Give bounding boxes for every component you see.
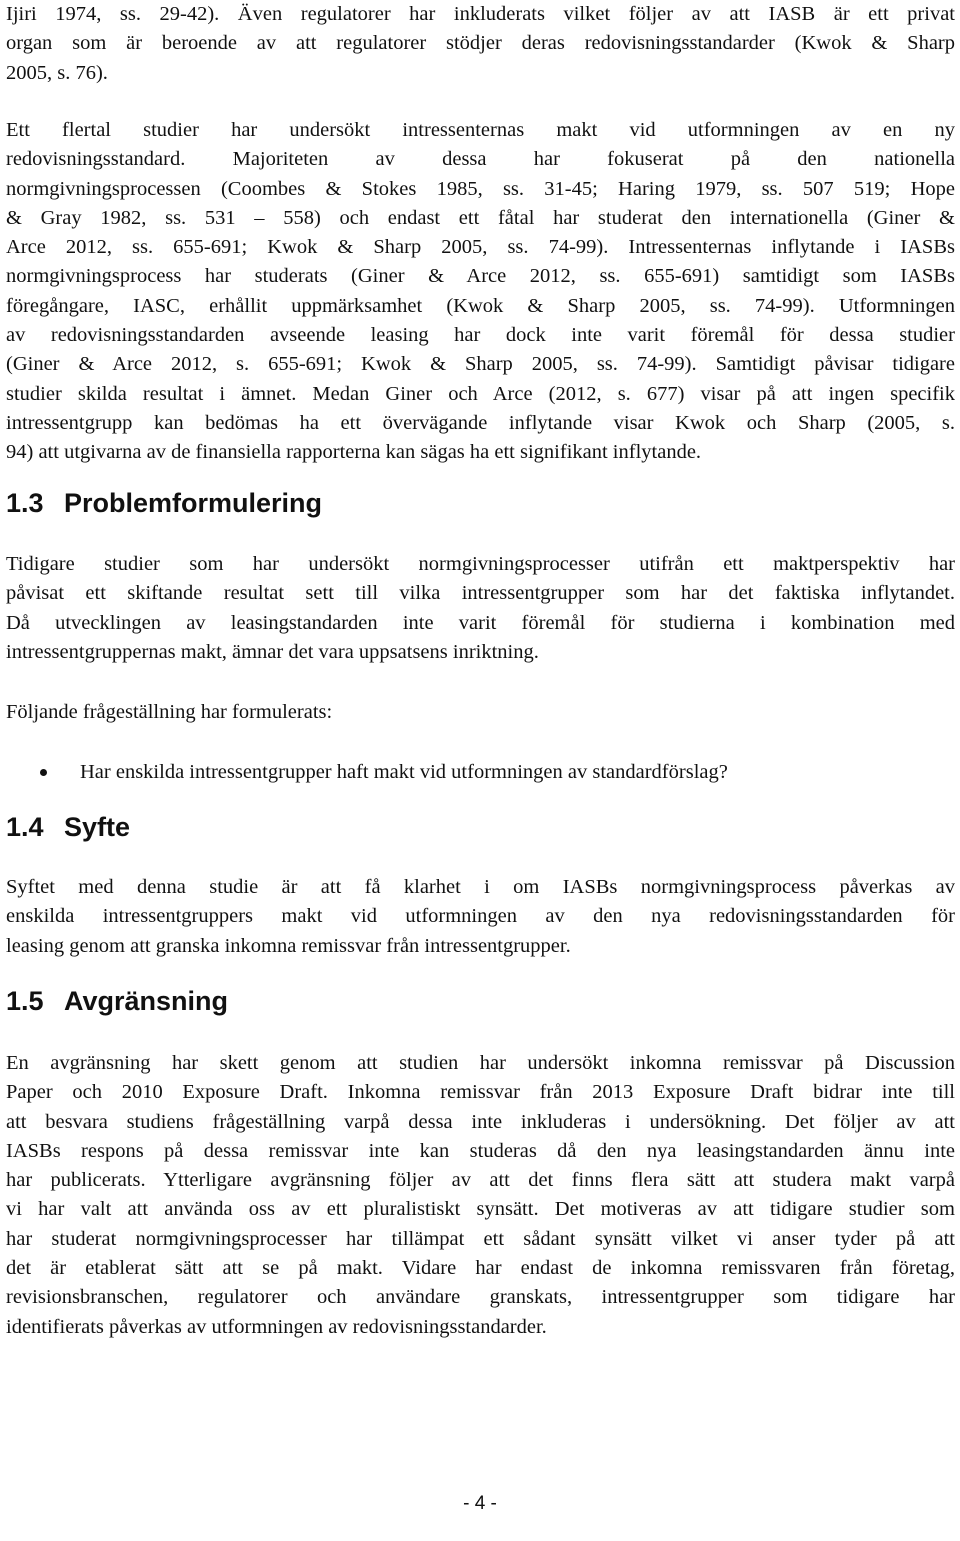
text-line: Ijiri 1974, ss. 29-42). Även regulatorer har inkluderats vilket följer av att IASB är ett privat [6,3,955,25]
text-line: av redovisningsstandarden avseende leasing har dock inte varit föremål för dessa studier [6,324,955,347]
text-line: Paper och 2010 Exposure Draft. Inkomna remissvar från 2013 Exposure Draft bidrar inte till [6,1081,955,1104]
text-line: påvisat ett skiftande resultat sett till vilka intressentgrupper som har det faktiska inflytandet. [6,582,955,605]
section-heading-1-4 [6,812,130,843]
text-line: En avgränsning har skett genom att studien har undersökt inkomna remissvar på Discussion [6,1052,955,1074]
section-heading-1-5 [6,986,228,1017]
research-question: Har enskilda intressentgrupper haft makt vid utformningen av standardförslag? [80,761,728,783]
bullet-icon [40,769,47,776]
text-line: leasing genom att granska inkomna remissvar från intressentgrupper. [6,934,571,957]
delimitation-paragraph [6,1049,955,1342]
text-line: 2005, s. 76). [6,61,108,84]
text-line: har studerat normgivningsprocesser har tillämpat ett sådant synsätt vilket vi anser tyder på att [6,1227,955,1250]
text-line: Tidigare studier som har undersökt normgivningsprocesser utifrån ett maktperspektiv har [6,553,955,575]
section-number: 1.5 [6,986,44,1016]
text-line: Arce 2012, ss. 655-691; Kwok & Sharp 2005, ss. 74-99). Intressenternas inflytande i IASBs [6,236,955,259]
text-line: Ett flertal studier har undersökt intressenternas makt vid utformningen av en ny [6,119,955,141]
text-line: har publicerats. Ytterligare avgränsning följer av att det finns flera sätt att studera makt varpå [6,1169,955,1192]
problem-paragraph [6,550,955,667]
section-number: 1.3 [6,488,44,518]
text-line: föregångare, IASC, erhållit uppmärksamhet (Kwok & Sharp 2005, ss. 74-99). Utformningen [6,294,955,317]
text-line: Syftet med denna studie är att få klarhet i om IASBs normgivningsprocess påverkas av [6,876,955,898]
text-line: 94) att utgivarna av de finansiella rapporterna kan sägas ha ett signifikant inflytande. [6,441,702,464]
section-title: Syfte [64,812,131,842]
text-line: att besvara studiens frågeställning varpå dessa inte inkluderas i undersökning. Det följer av att [6,1110,955,1133]
section-title: Problemformulering [64,488,323,518]
text-line: enskilda intressentgruppers makt vid utformningen av den nya redovisningsstandarden för [6,905,955,928]
text-line: redovisningsstandard. Majoriteten av dessa har fokuserat på den nationella [6,148,955,171]
section-title: Avgränsning [64,986,229,1016]
text-line: normgivningsprocessen (Coombes & Stokes 1985, ss. 31-45; Haring 1979, ss. 507 519; Hope [6,177,955,200]
text-line: intressentgrupp kan bedömas ha ett övervägande inflytande visar Kwok och Sharp (2005, s. [6,411,955,434]
text-line: det är etablerat sätt att se på makt. Vidare har endast de inkomna remissvaren från företag, [6,1257,955,1280]
intro-paragraph [6,0,955,88]
text-line: studier skilda resultat i ämnet. Medan Giner och Arce (2012, s. 677) visar på att ingen specifik [6,382,955,405]
body-paragraph [6,116,955,468]
text-line: (Giner & Arce 2012, s. 655-691; Kwok & Sharp 2005, ss. 74-99). Samtidigt påvisar tidigare [6,353,955,376]
text-line: & Gray 1982, ss. 531 – 558) och endast ett fåtal har studerat den internationella (Giner & [6,206,955,229]
text-line: revisionsbranschen, regulatorer och användare granskats, intressentgrupper som tidigare har [6,1286,955,1309]
question-intro [6,698,955,727]
text-line: normgivningsprocess har studerats (Giner & Arce 2012, ss. 655-691) samtidigt som IASBs [6,265,955,288]
section-number: 1.4 [6,812,44,842]
text-line: vi har valt att använda oss av ett pluralistiskt synsätt. Det motiveras av att tidigare studier som [6,1198,955,1221]
text-line: intressentgruppernas makt, ämnar det vara uppsatsens inriktning. [6,640,539,663]
section-heading-1-3 [6,488,322,519]
text-line: identifierats påverkas av utformningen av redovisningsstandarder. [6,1315,547,1338]
text-line: Då utvecklingen av leasingstandarden inte varit föremål för studierna i kombination med [6,611,955,634]
purpose-paragraph [6,873,955,961]
page-number: - 4 - [463,1493,497,1514]
text-line: organ som är beroende av att regulatorer stödjer deras redovisningsstandarder (Kwok & Sharp [6,32,955,55]
text-line: Följande frågeställning har formulerats: [6,701,333,723]
text-line: IASBs respons på dessa remissvar inte kan studeras då den nya leasingstandarden ännu inte [6,1139,955,1162]
